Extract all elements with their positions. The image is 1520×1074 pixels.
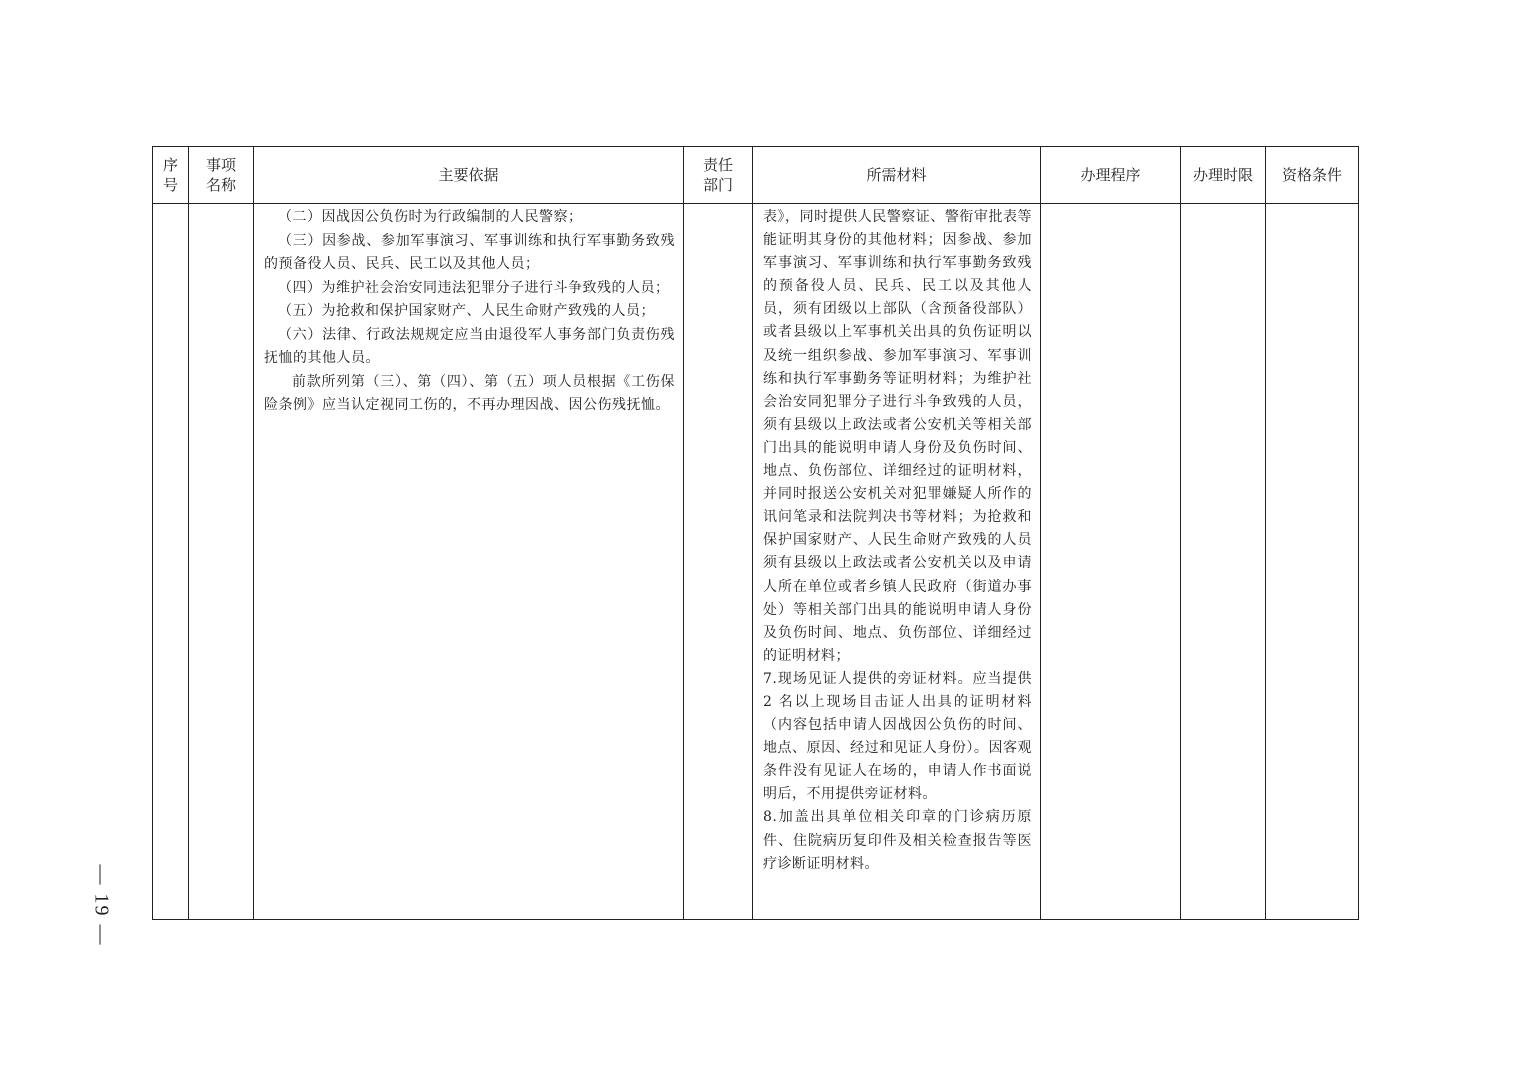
service-items-table	[152, 146, 1359, 920]
materials-paragraph: 8.加盖出具单位相关印章的门诊病历原件、住院病历复印件及相关检查报告等医疗诊断证明材料。	[763, 809, 1032, 872]
header-responsible-dept: 责任 部门	[684, 147, 753, 204]
materials-paragraph: 7.现场见证人提供的旁证材料。应当提供 2 名以上现场目击证人出具的证明材料（内容包括申请人因战因公负伤的时间、地点、原因、经过和见证人身份）。因客观条件没有见证人在场的，申请人作书面说明后，不用提供旁证材料。	[763, 670, 1032, 803]
header-time-limit: 办理时限	[1181, 147, 1266, 204]
basis-paragraph: 前款所列第（三）、第（四）、第（五）项人员根据《工伤保险条例》应当认定视同工伤的，不再办理因战、因公伤残抚恤。	[264, 373, 675, 413]
page-number: — 19 —	[90, 864, 113, 946]
basis-paragraph: （五）为抢救和保护国家财产、人民生命财产致残的人员；	[278, 303, 655, 319]
header-procedure: 办理程序	[1041, 147, 1181, 204]
cell-qualification	[1266, 204, 1359, 920]
cell-seq	[153, 204, 189, 920]
materials-paragraph: 表》，同时提供人民警察证、警衔审批表等能证明其身份的其他材料；因参战、参加军事演习、军事训练和执行军事勤务致残的预备役人员、民兵、民工以及其他人员，须有团级以上部队（含预备役部队）或者县级以上军事机关出具的负伤证明以及统一组织参战、参加军事演习、军事训练和执行军事勤务等证明材料；为维护社会治安同犯罪分子进行斗争致残的人员，须有县级以上政法或者公安机关等相关部门出具的能说明申请人身份及负伤时间、地点、负伤部位、详细经过的证明材料，并同时报送公安机关对犯罪嫌疑人所作的讯问笔录和法院判决书等材料；为抢救和保护国家财产、人民生命财产致残的人员须有县级以上政法或者公安机关以及申请人所在单位或者乡镇人民政府（街道办事处）等相关部门出具的能说明申请人身份及负伤时间、地点、负伤部位、详细经过的证明材料；	[763, 209, 1032, 664]
cell-required-materials	[753, 204, 1041, 920]
header-required-materials: 所需材料	[753, 147, 1041, 204]
cell-item-name	[189, 204, 254, 920]
table-row	[153, 204, 1359, 920]
basis-paragraph: （六）法律、行政法规规定应当由退役军人事务部门负责伤残抚恤的其他人员。	[264, 326, 675, 366]
cell-procedure	[1041, 204, 1181, 920]
header-main-basis: 主要依据	[254, 147, 684, 204]
basis-paragraph: （四）为维护社会治安同违法犯罪分子进行斗争致残的人员；	[278, 279, 670, 296]
basis-paragraph: （二）因战因公负伤时为行政编制的人民警察；	[278, 209, 583, 225]
basis-paragraph: （三）因参战、参加军事演习、军事训练和执行军事勤务致残的预备役人员、民兵、民工以及其他人员；	[264, 232, 675, 272]
header-seq: 序 号	[153, 147, 189, 204]
cell-time-limit	[1181, 204, 1266, 920]
cell-responsible-dept	[684, 204, 753, 920]
cell-main-basis	[254, 204, 684, 920]
header-qualification: 资格条件	[1266, 147, 1359, 204]
header-item-name: 事项 名称	[189, 147, 254, 204]
table-header-row	[153, 147, 1359, 204]
